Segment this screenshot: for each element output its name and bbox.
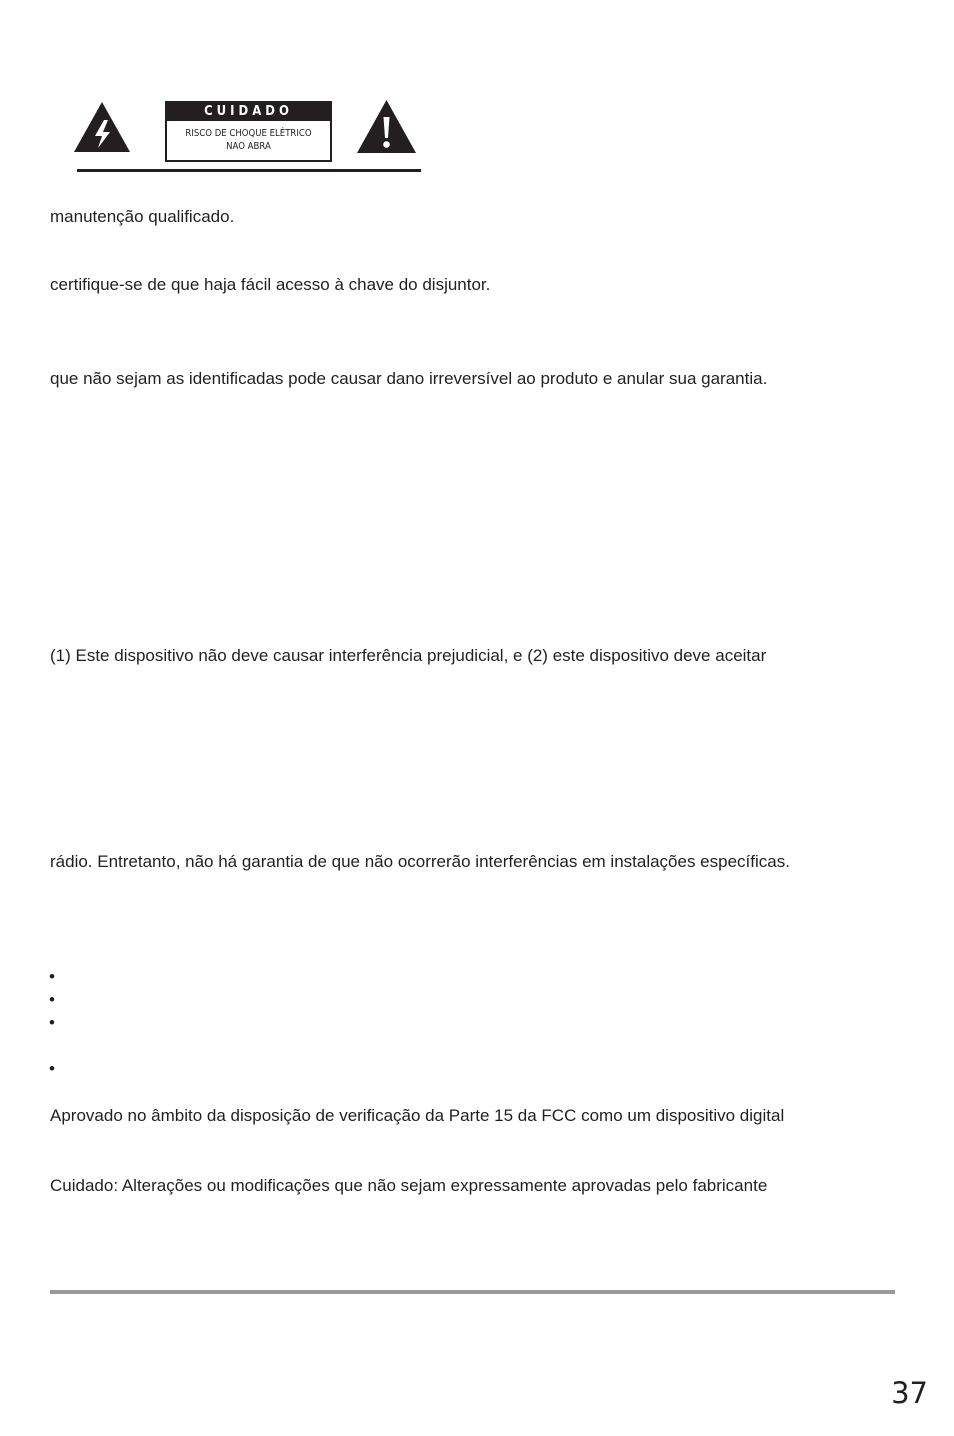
header-divider <box>77 169 421 172</box>
text-line-modifications-caution: Cuidado: Alterações ou modificações que não sejam expressamente aprovadas pelo fabricante <box>50 1176 768 1195</box>
page-number: 37 <box>891 1376 928 1410</box>
text-line-maintenance: manutenção qualificado. <box>50 207 235 226</box>
footer-divider <box>50 1290 895 1294</box>
caution-title: CUIDADO <box>167 103 330 121</box>
caution-shock-risk-text: RISCO DE CHOQUE ELÉTRICO <box>185 128 312 139</box>
exclamation-warning-icon <box>356 99 417 154</box>
caution-label <box>165 101 332 162</box>
caution-do-not-open-text: NÃO ABRA <box>226 141 271 152</box>
electric-shock-warning-icon <box>73 101 131 153</box>
text-line-breaker-access: certifique-se de que haja fácil acesso à chave do disjuntor. <box>50 275 491 294</box>
bullet-3: • <box>49 1013 55 1032</box>
bullet-4: • <box>49 1059 55 1078</box>
text-line-fcc-conditions: (1) Este dispositivo não deve causar interferência prejudicial, e (2) este dispositivo deve aceitar <box>50 646 767 665</box>
text-line-interference: rádio. Entretanto, não há garantia de que não ocorrerão interferências em instalações específicas. <box>50 852 790 871</box>
text-line-fcc-approval: Aprovado no âmbito da disposição de verificação da Parte 15 da FCC como um dispositivo digital <box>50 1106 785 1125</box>
text-line-warranty: que não sejam as identificadas pode causar dano irreversível ao produto e anular sua garantia. <box>50 369 768 388</box>
bullet-1: • <box>49 967 55 986</box>
bullet-2: • <box>49 990 55 1009</box>
